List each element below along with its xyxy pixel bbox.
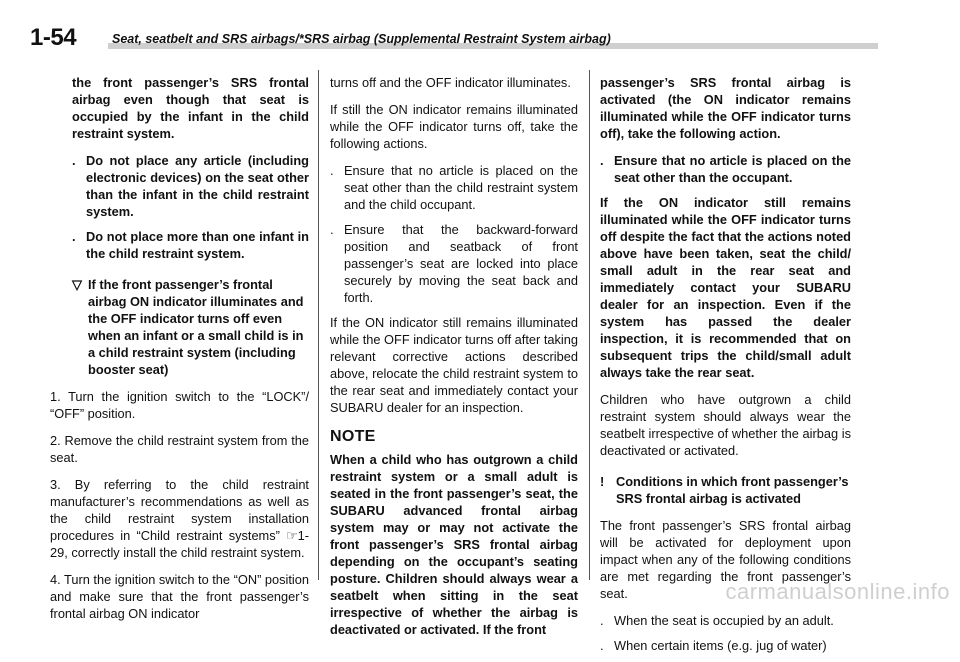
list-item: . Ensure that no article is placed on the seat other than the child restraint system and the child occupant. (330, 163, 578, 212)
column-1 (50, 74, 309, 632)
page-number: 1-54 (30, 24, 77, 51)
watermark: carmanualsonline.info (725, 579, 950, 604)
section-heading: ▽ If the front passenger’s frontal airbag ON indicator illuminates and the OFF indicator turns off even when an infant or a small child is in a child restraint system (including booster seat) (72, 277, 304, 377)
body-text: The front passenger’s SRS frontal airbag will be activated for deployment upon impact when any of the following conditions are met regarding the front passenger’s seat. (600, 518, 851, 601)
bullet-icon: . (600, 613, 604, 628)
note-text: When a child who has outgrown a child restraint system or a small adult is seated in the front passenger’s seat, the SUBARU advanced frontal airbag system may or may not activate the front passenger’s SRS frontal airbag depending on the occupant’s seating posture. Children should always wear a seatbelt when sitting in the seat irrespective of whether the airbag is deactivated or activated. If the front (330, 452, 578, 637)
note-text: If the ON indicator still remains illuminated while the OFF indicator turns off despite the fact that the actions noted above have been taken, seat the child/ small adult in the rear seat and immediately contact your SUBARU dealer for an inspection. Even if the system has passed the dealer inspection, it is recommended that on subsequent trips the child/small adult always take the rear seat. (600, 195, 851, 380)
column-2 (330, 74, 578, 648)
bullet-icon: . (330, 222, 334, 237)
list-item: . Do not place more than one infant in the child restraint system. (72, 229, 309, 261)
body-text: If the ON indicator still remains illuminated while the OFF indicator turns off after taking relevant corrective actions described above, relocate the child restraint system to the rear seat and immediately contact your SUBARU dealer for an inspection. (330, 315, 578, 415)
step-text: 1. Turn the ignition switch to the “LOCK”/ “OFF” position. (50, 389, 309, 421)
bullet-icon: . (600, 153, 604, 168)
note-heading: NOTE (330, 428, 376, 445)
step-text: 4. Turn the ignition switch to the “ON” position and make sure that the front passenger’s frontal airbag ON indicator (50, 572, 309, 621)
section-heading: ! Conditions in which front passenger’s SRS frontal airbag is activated (600, 474, 849, 506)
exclamation-icon: ! (600, 474, 605, 489)
column-divider (589, 70, 590, 580)
column-divider (318, 70, 319, 580)
step-text: 2. Remove the child restraint system from the seat. (50, 433, 309, 465)
step-text: 3. By referring to the child restraint manufacturer’s recommendations as well as the child restraint system installation procedures in “Child restraint systems” ☞1-29, correctly install the child restraint system. (50, 477, 309, 560)
note-text: passenger’s SRS frontal airbag is activated (the ON indicator remains illuminated while the OFF indicator turns off), take the following action. (600, 75, 851, 141)
page-header (30, 24, 950, 54)
bullet-icon: . (600, 638, 604, 653)
warning-lead-text: the front passenger’s SRS frontal airbag even though that seat is occupied by the infant in the child restraint system. (72, 75, 309, 141)
bullet-icon: . (72, 153, 76, 168)
bullet-icon: . (72, 229, 76, 244)
body-text: turns off and the OFF indicator illuminates. (330, 75, 571, 90)
column-3 (600, 74, 851, 662)
list-item: . Ensure that the backward-forward position and seatback of front passenger’s seat are locked into place securely by moving the seat back and forth. (330, 222, 578, 305)
body-text: If still the ON indicator remains illuminated while the OFF indicator turns off, take the following actions. (330, 102, 578, 151)
triangle-icon: ▽ (72, 277, 82, 292)
section-header-title: Seat, seatbelt and SRS airbags/*SRS airbag (Supplemental Restraint System airbag) (112, 32, 611, 46)
bullet-icon: . (330, 163, 334, 178)
list-item: . When the seat is occupied by an adult. (600, 613, 834, 628)
list-item: . Do not place any article (including electronic devices) on the seat other than the infant in the child restraint system. (72, 153, 309, 219)
list-item: . When certain items (e.g. jug of water) (600, 638, 827, 653)
body-text: Children who have outgrown a child restraint system should always wear the seatbelt irrespective of whether the airbag is deactivated or activated. (600, 392, 851, 458)
list-item: . Ensure that no article is placed on the seat other than the occupant. (600, 153, 851, 185)
